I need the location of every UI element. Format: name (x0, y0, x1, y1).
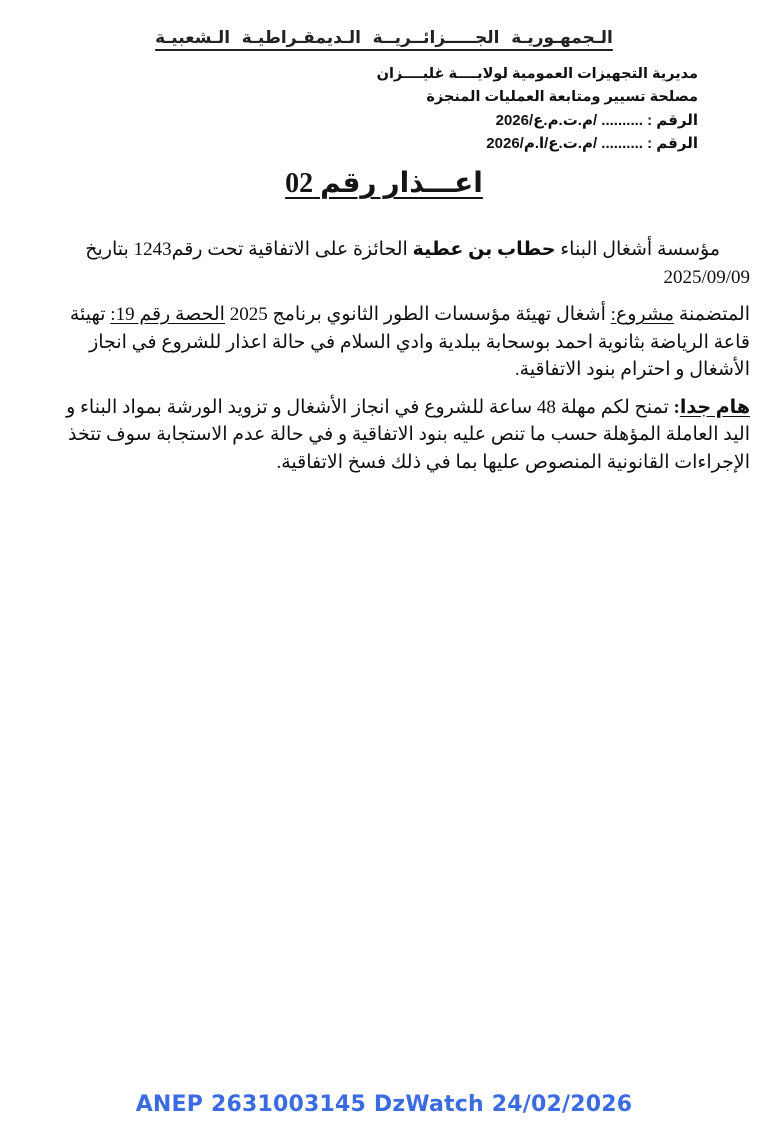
company-name: حطاب بن عطية (412, 239, 556, 260)
anep-footer: ANEP 2631003145 DzWatch 24/02/2026 (135, 1092, 633, 1117)
p2-middle-text: أشغال تهيئة مؤسسات الطور الثانوي برنامج 2025 (224, 304, 611, 325)
important-label: هام جدا (679, 396, 750, 418)
reference-number-line-2: الرقم : .......... /م.ت.ع/ا.م/2026 (486, 135, 698, 152)
directorate-line: مديرية التجهيزات العمومية لولايــــة غليــــزان (376, 66, 698, 82)
notice-title: اعـــذار رقم 02 (285, 168, 483, 199)
republic-title: الـجمهـوريـة الجـــــزائــريــة الـديمقـراطيـة الـشعبيـة (155, 28, 613, 47)
paragraph-project (43, 301, 750, 384)
p2-lead-text: المتضمنة (674, 304, 750, 325)
reference-number-line-1: الرقم : .......... /م.ت.م.ع/2026 (495, 112, 698, 129)
notice-body (43, 236, 750, 486)
paragraph-warning (43, 394, 750, 477)
project-label: مشروع: (610, 304, 675, 325)
paragraph-company (43, 236, 750, 291)
p2-trailing-text: تهيئة قاعة الرياضة بثانوية احمد بوسحابة ببلدية وادي السلام في حالة اعذار للشروع في انجاز الأشغال و احترام بنود الاتفاقية. (69, 304, 750, 380)
lot-number-label: الحصة رقم 19: (110, 304, 225, 325)
service-line: مصلحة تسيير ومتابعة العمليات المنجزة (426, 89, 698, 105)
p1-lead-text: مؤسسة أشغال البناء (555, 239, 720, 260)
p1-trailing-text: الحائزة على الاتفاقية تحت رقم1243 بتاريخ 2025/09/09 (85, 239, 750, 288)
important-label-separator: : (668, 396, 680, 418)
warning-text: تمنح لكم مهلة 48 ساعة للشروع في انجاز الأشغال و تزويد الورشة بمواد البناء و اليد العاملة المؤهلة حسب ما تنص عليه بنود الاتفاقية و في حالة عدم الاستجابة سوف تتخذ الإجراءات القانونية المنصوص عليها بما في ذلك فسخ الاتفاقية. (66, 396, 750, 473)
administration-header (377, 63, 698, 155)
